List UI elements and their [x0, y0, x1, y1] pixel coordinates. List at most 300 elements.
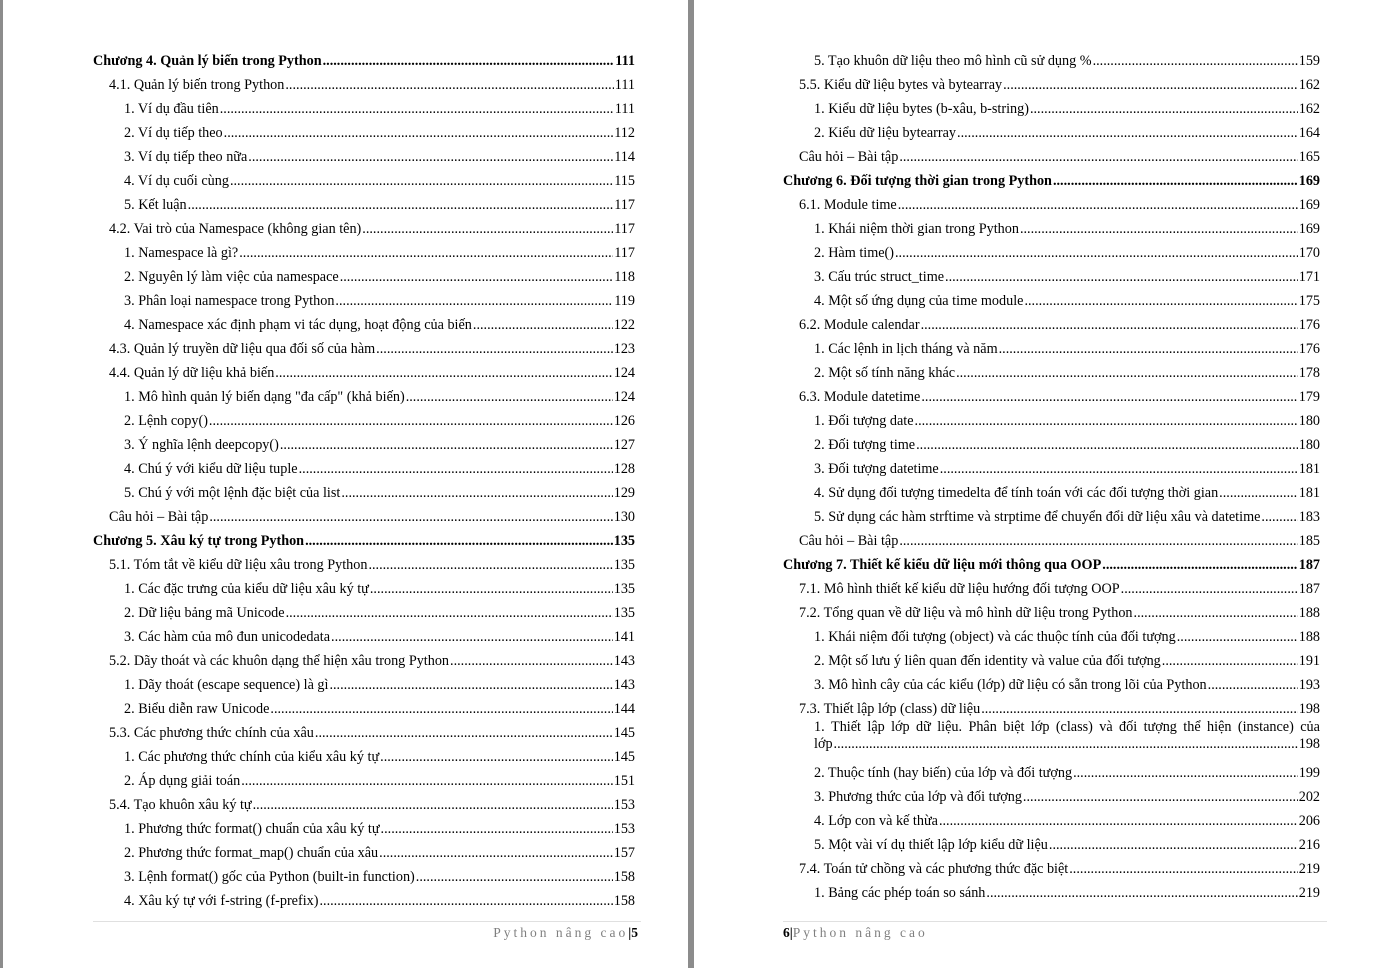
toc-entry-title: 4. Namespace xác định phạm vi tác dụng, hoạt động của biến: [124, 317, 472, 333]
toc-entry-page: 219: [1298, 861, 1320, 877]
toc-entry[interactable]: [93, 742, 635, 766]
toc-entry[interactable]: [93, 646, 635, 670]
toc-entry-title: Chương 5. Xâu ký tự trong Python: [93, 533, 305, 549]
toc-dot-leader: [1053, 172, 1298, 190]
toc-entry-title: 2. Kiểu dữ liệu bytearray: [814, 125, 957, 141]
toc-entry[interactable]: [93, 358, 635, 382]
toc-entry-page: 187: [1298, 557, 1320, 573]
toc-entry[interactable]: [783, 118, 1320, 142]
toc-entry-title: 2. Ví dụ tiếp theo: [124, 125, 223, 141]
footer-page-number: 6: [783, 925, 790, 940]
toc-entry[interactable]: [783, 622, 1320, 646]
toc-entry[interactable]: [93, 166, 635, 190]
toc-dot-leader: [1023, 788, 1298, 806]
toc-entry-word: biệt: [1003, 719, 1025, 735]
toc-entry-page: 111: [615, 53, 635, 69]
toc-entry[interactable]: [93, 622, 635, 646]
toc-dot-leader: [1121, 580, 1298, 598]
toc-entry[interactable]: [783, 358, 1320, 382]
toc-entry-title: 5.4. Tạo khuôn xâu ký tự: [109, 797, 252, 813]
toc-entry-title: 6.3. Module datetime: [799, 389, 921, 405]
toc-entry-word: dữ: [916, 719, 931, 735]
toc-entry-page: 111: [614, 101, 635, 117]
toc-entry-title: 7.4. Toán tử chồng và các phương thức đặc biệt: [799, 861, 1069, 877]
toc-entry-title: 3. Đối tượng datetime: [814, 461, 939, 477]
toc-chapter-entry[interactable]: [93, 526, 635, 550]
toc-dot-leader: [299, 460, 613, 478]
toc-entry-page: 180: [1298, 413, 1320, 429]
toc-entry-page: 188: [1298, 605, 1320, 621]
toc-entry[interactable]: [93, 598, 635, 622]
toc-entry-page: 123: [613, 341, 635, 357]
toc-dot-leader: [319, 892, 612, 910]
toc-entry-title: 4.4. Quản lý dữ liệu khả biến: [109, 365, 275, 381]
toc-dot-leader: [1102, 556, 1297, 574]
toc-entry-page: 111: [614, 77, 635, 93]
toc-dot-leader: [999, 340, 1298, 358]
toc-entry[interactable]: [783, 454, 1320, 478]
toc-dot-leader: [957, 124, 1298, 142]
toc-entry[interactable]: [783, 502, 1320, 526]
toc-dot-leader: [209, 508, 612, 526]
toc-entry[interactable]: [93, 502, 635, 526]
toc-entry-title: Chương 4. Quản lý biến trong Python: [93, 53, 322, 69]
toc-entry-page: 135: [613, 581, 635, 597]
toc-entry[interactable]: [93, 382, 635, 406]
toc-dot-leader: [270, 700, 612, 718]
toc-dot-leader: [1219, 484, 1298, 502]
toc-dot-leader: [335, 292, 613, 310]
toc-entry[interactable]: [93, 478, 635, 502]
toc-entry-page: 144: [613, 701, 635, 717]
toc-entry-word: lập: [867, 719, 885, 735]
toc-entry-title: 1. Mô hình quản lý biến dạng "đa cấp" (khả biến): [124, 389, 405, 405]
toc-entry-title: 2. Thuộc tính (hay biến) của lớp và đối tượng: [814, 765, 1073, 781]
toc-entry-page: 151: [613, 773, 635, 789]
toc-entry-title: 4.2. Vai trò của Namespace (không gian tên): [109, 221, 362, 237]
toc-entry[interactable]: [783, 782, 1320, 806]
toc-entry-title: 5. Chú ý với một lệnh đặc biệt của list: [124, 485, 341, 501]
toc-dot-leader: [1177, 628, 1298, 646]
toc-dot-leader: [1208, 676, 1298, 694]
toc-entry-title: 1. Các phương thức chính của kiểu xâu ký tự: [124, 749, 380, 765]
toc-entry-title: 2. Áp dụng giải toán: [124, 773, 241, 789]
toc-entry-title: Chương 7. Thiết kế kiểu dữ liệu mới thông qua OOP: [783, 557, 1102, 573]
toc-entry-page: 193: [1298, 677, 1320, 693]
toc-entry-title: 4. Ví dụ cuối cùng: [124, 173, 229, 189]
toc-entry-page: 159: [1298, 53, 1320, 69]
toc-dot-leader: [253, 796, 613, 814]
toc-entry-word: liệu.: [937, 719, 963, 735]
toc-entry-page: 178: [1298, 365, 1320, 381]
toc-entry[interactable]: [783, 694, 1320, 718]
toc-entry-page: 129: [613, 485, 635, 501]
toc-entry-title: 2. Lệnh copy(): [124, 413, 208, 429]
toc-entry-page: 169: [1298, 197, 1320, 213]
toc-entry[interactable]: [93, 190, 635, 214]
toc-entry[interactable]: [93, 454, 635, 478]
toc-entry-page: 117: [614, 245, 635, 261]
toc-entry[interactable]: [93, 238, 635, 262]
toc-entry-page: 169: [1298, 221, 1320, 237]
toc-dot-leader: [915, 412, 1298, 430]
toc-entry-title: 2. Một số lưu ý liên quan đến identity và value của đối tượng: [814, 653, 1161, 669]
toc-entry[interactable]: [783, 406, 1320, 430]
toc-dot-leader: [329, 676, 612, 694]
toc-dot-leader: [981, 700, 1298, 718]
toc-entry-word: hiện: [1207, 719, 1232, 735]
toc-dot-leader: [1020, 220, 1298, 238]
toc-dot-leader: [241, 772, 612, 790]
toc-entry-title: 1. Ví dụ đầu tiên: [124, 101, 219, 117]
toc-dot-leader: [1069, 860, 1297, 878]
toc-dot-leader: [921, 316, 1298, 334]
toc-entry-title: 1. Phương thức format() chuẩn của xâu ký tự: [124, 821, 380, 837]
toc-entry[interactable]: [783, 310, 1320, 334]
toc-entry-page: 135: [613, 557, 635, 573]
toc-entry-page: 183: [1298, 509, 1320, 525]
toc-entry-word: 1.: [814, 719, 825, 735]
toc-entry-page: 202: [1298, 789, 1320, 805]
toc-dot-leader: [362, 220, 613, 238]
toc-entry-page: 157: [613, 845, 635, 861]
toc-entry[interactable]: [783, 854, 1320, 878]
toc-entry-page: 176: [1298, 317, 1320, 333]
toc-entry-page: 118: [614, 269, 635, 285]
toc-entry-title: 4. Một số ứng dụng của time module: [814, 293, 1024, 309]
toc-entry-page: 176: [1298, 341, 1320, 357]
toc-dot-leader: [1134, 604, 1298, 622]
toc-entry-page: 198: [1298, 701, 1320, 717]
toc-dot-leader: [376, 340, 613, 358]
toc-entry-page: 114: [614, 149, 635, 165]
toc-entry-page: 117: [614, 197, 635, 213]
toc-entry[interactable]: [783, 430, 1320, 454]
toc-dot-leader: [939, 812, 1298, 830]
toc-entry[interactable]: [93, 286, 635, 310]
toc-entry-page: 187: [1298, 581, 1320, 597]
toc-entry[interactable]: [783, 262, 1320, 286]
toc-entry-page: 124: [613, 389, 635, 405]
toc-dot-leader: [940, 460, 1298, 478]
toc-entry-word: Thiết: [831, 719, 861, 735]
toc-entry-page: 112: [614, 125, 635, 141]
toc-entry-title: 5.3. Các phương thức chính của xâu: [109, 725, 314, 741]
toc-entry-word: thể: [1183, 719, 1201, 735]
toc-list: [783, 46, 1320, 902]
toc-entry-title: 7.2. Tổng quan về dữ liệu và mô hình dữ liệu trong Python: [799, 605, 1133, 621]
toc-dot-leader: [898, 196, 1298, 214]
toc-entry-page: 219: [1298, 885, 1320, 901]
toc-dot-leader: [305, 532, 613, 550]
toc-entry-title: 4. Sử dụng đối tượng timedelta để tính toán với các đối tượng thời gian: [814, 485, 1219, 501]
toc-entry-page: 145: [613, 749, 635, 765]
toc-entry[interactable]: [783, 238, 1320, 262]
toc-entry-word: (instance): [1237, 719, 1294, 735]
toc-dot-leader: [1030, 100, 1298, 118]
toc-entry-title: 4. Lớp con và kế thừa: [814, 813, 938, 829]
toc-entry-title: 1. Khái niệm đối tượng (object) và các thuộc tính của đối tượng: [814, 629, 1176, 645]
toc-entry-page: 135: [613, 533, 635, 549]
toc-dot-leader: [331, 628, 613, 646]
toc-entry-title: 5.1. Tóm tắt về kiểu dữ liệu xâu trong Python: [109, 557, 368, 573]
toc-chapter-entry[interactable]: [783, 550, 1320, 574]
toc-entry[interactable]: [93, 334, 635, 358]
toc-dot-leader: [341, 484, 612, 502]
toc-entry[interactable]: [93, 430, 635, 454]
toc-dot-leader: [1073, 764, 1298, 782]
toc-entry-title: 5.2. Dãy thoát và các khuôn dạng thể hiện xâu trong Python: [109, 653, 450, 669]
toc-dot-leader: [286, 604, 613, 622]
toc-entry-title: Câu hỏi – Bài tập: [109, 509, 209, 525]
page-footer: [493, 925, 638, 941]
toc-entry[interactable]: [783, 382, 1320, 406]
toc-entry-page: 141: [613, 629, 635, 645]
toc-dot-leader: [381, 820, 613, 838]
toc-entry[interactable]: [93, 766, 635, 790]
toc-entry[interactable]: [783, 878, 1320, 902]
toc-entry-title: 4.3. Quản lý truyền dữ liệu qua đối số của hàm: [109, 341, 376, 357]
toc-entry-title: 1. Bảng các phép toán so sánh: [814, 885, 986, 901]
toc-entry[interactable]: [783, 718, 1320, 758]
toc-chapter-entry[interactable]: [783, 166, 1320, 190]
toc-entry-title: 2. Hàm time(): [814, 245, 894, 261]
footer-separator: |: [628, 925, 632, 940]
footer-separator: |: [789, 925, 793, 940]
toc-entry[interactable]: [783, 830, 1320, 854]
toc-dot-leader: [248, 148, 613, 166]
toc-dot-leader: [224, 124, 614, 142]
toc-dot-leader: [380, 748, 613, 766]
toc-dot-leader: [986, 884, 1297, 902]
toc-entry[interactable]: [783, 214, 1320, 238]
toc-dot-leader: [230, 172, 613, 190]
toc-entry-page: 128: [613, 461, 635, 477]
toc-entry-title: 6.1. Module time: [799, 197, 897, 213]
toc-dot-leader: [1162, 652, 1298, 670]
toc-entry-title: 5. Kết luận: [124, 197, 187, 213]
toc-entry[interactable]: [783, 190, 1320, 214]
toc-entry-page: 119: [614, 293, 635, 309]
toc-entry-title: 5. Sử dụng các hàm strftime và strptime để chuyển đổi dữ liệu xâu và datetime: [814, 509, 1261, 525]
toc-entry-page: 164: [1298, 125, 1320, 141]
toc-entry-title: 3. Lệnh format() gốc của Python (built-in function): [124, 869, 415, 885]
toc-dot-leader: [899, 148, 1297, 166]
toc-entry-title: 2. Nguyên lý làm việc của namespace: [124, 269, 339, 285]
footer-divider: [783, 921, 1327, 922]
toc-entry-title: Chương 6. Đối tượng thời gian trong Python: [783, 173, 1052, 189]
toc-entry-word: và: [1099, 719, 1113, 735]
toc-dot-leader: [315, 724, 613, 742]
toc-entry[interactable]: [93, 214, 635, 238]
toc-entry-page: 185: [1298, 533, 1320, 549]
toc-entry-title: 5. Một vài ví dụ thiết lập lớp kiểu dữ liệu: [814, 837, 1048, 853]
toc-entry-page: 165: [1298, 149, 1320, 165]
toc-entry-title: 3. Phương thức của lớp và đối tượng: [814, 789, 1022, 805]
toc-entry-title: 2. Biểu diễn raw Unicode: [124, 701, 270, 717]
toc-dot-leader: [370, 580, 613, 598]
toc-entry[interactable]: [783, 574, 1320, 598]
toc-dot-leader: [340, 268, 614, 286]
footer-divider: [93, 921, 641, 922]
toc-entry[interactable]: [93, 814, 635, 838]
toc-entry-page: 175: [1298, 293, 1320, 309]
toc-entry-page: 171: [1298, 269, 1320, 285]
toc-entry-page: 130: [613, 509, 635, 525]
toc-entry[interactable]: [93, 718, 635, 742]
toc-dot-leader: [945, 268, 1298, 286]
toc-dot-leader: [956, 364, 1298, 382]
toc-dot-leader: [450, 652, 613, 670]
toc-entry[interactable]: [93, 550, 635, 574]
toc-entry-page: 117: [614, 221, 635, 237]
toc-entry[interactable]: [783, 806, 1320, 830]
toc-entry-word: Phân: [968, 719, 997, 735]
toc-entry-page: 153: [613, 821, 635, 837]
toc-entry-title: 3. Các hàm của mô đun unicodedata: [124, 629, 331, 645]
footer-title: Python nâng cao: [792, 925, 928, 940]
toc-entry[interactable]: [93, 262, 635, 286]
toc-entry-title-cont: lớp: [814, 736, 833, 752]
toc-entry-page: 158: [613, 869, 635, 885]
toc-dot-leader: [406, 388, 613, 406]
toc-entry[interactable]: [783, 758, 1320, 782]
toc-entry-title: 1. Khái niệm thời gian trong Python: [814, 221, 1019, 237]
toc-entry-title: 4.1. Quản lý biến trong Python: [109, 77, 285, 93]
toc-entry-page: 135: [613, 605, 635, 621]
toc-entry-page: 115: [614, 173, 635, 189]
toc-entry[interactable]: [783, 70, 1320, 94]
toc-dot-leader: [1261, 508, 1297, 526]
toc-entry-page: 188: [1298, 629, 1320, 645]
toc-entry-title: 3. Mô hình cây của các kiểu (lớp) dữ liệu có sẵn trong lõi của Python: [814, 677, 1207, 693]
toc-entry[interactable]: [93, 310, 635, 334]
toc-dot-leader: [416, 868, 613, 886]
toc-entry-title: 2. Đối tượng time: [814, 437, 916, 453]
toc-entry[interactable]: [783, 142, 1320, 166]
toc-entry[interactable]: [783, 286, 1320, 310]
toc-entry-word: (class): [1055, 719, 1093, 735]
toc-page-right: [694, 0, 1376, 968]
toc-list: [93, 46, 635, 910]
toc-entry-word: tượng: [1143, 719, 1177, 735]
toc-entry[interactable]: [783, 526, 1320, 550]
toc-entry-page: 145: [613, 725, 635, 741]
toc-entry-title: 2. Dữ liệu bảng mã Unicode: [124, 605, 285, 621]
toc-entry[interactable]: [783, 478, 1320, 502]
toc-entry-page: 143: [613, 677, 635, 693]
toc-dot-leader: [239, 244, 613, 262]
toc-entry-title: 7.3. Thiết lập lớp (class) dữ liệu: [799, 701, 981, 717]
page-footer: [783, 925, 928, 941]
toc-entry-title: 1. Namespace là gì?: [124, 245, 239, 261]
toc-dot-leader: [1093, 52, 1298, 70]
toc-entry-word: của: [1300, 719, 1320, 735]
toc-entry[interactable]: [93, 118, 635, 142]
toc-entry[interactable]: [93, 886, 635, 910]
toc-entry-page: 143: [613, 653, 635, 669]
toc-entry-title: 6.2. Module calendar: [799, 317, 920, 333]
toc-entry-title: 1. Đối tượng date: [814, 413, 914, 429]
toc-entry-page: 181: [1298, 461, 1320, 477]
toc-dot-leader: [209, 412, 613, 430]
toc-entry[interactable]: [93, 670, 635, 694]
toc-entry-page: 153: [613, 797, 635, 813]
toc-entry-title: 3. Ý nghĩa lệnh deepcopy(): [124, 437, 279, 453]
toc-entry[interactable]: [783, 46, 1320, 70]
toc-entry-title: 5.5. Kiểu dữ liệu bytes và bytearray: [799, 77, 1003, 93]
toc-entry-page: 126: [613, 413, 635, 429]
toc-entry[interactable]: [93, 838, 635, 862]
toc-entry-title: 5. Tạo khuôn dữ liệu theo mô hình cũ sử dụng %: [814, 53, 1092, 69]
toc-dot-leader: [280, 436, 613, 454]
toc-entry-title: 3. Ví dụ tiếp theo nữa: [124, 149, 248, 165]
toc-chapter-entry[interactable]: [93, 46, 635, 70]
toc-entry-page: 199: [1298, 765, 1320, 781]
toc-entry[interactable]: [93, 862, 635, 886]
toc-entry[interactable]: [783, 334, 1320, 358]
toc-entry[interactable]: [93, 406, 635, 430]
footer-title: Python nâng cao: [493, 925, 629, 940]
toc-entry[interactable]: [783, 598, 1320, 622]
toc-entry[interactable]: [93, 94, 635, 118]
toc-dot-leader: [285, 76, 613, 94]
toc-dot-leader: [275, 364, 612, 382]
toc-entry-page: 170: [1298, 245, 1320, 261]
toc-entry-word: đối: [1119, 719, 1138, 735]
toc-entry-page: 162: [1298, 101, 1320, 117]
toc-entry-title: [814, 718, 1320, 736]
toc-entry[interactable]: [93, 142, 635, 166]
toc-entry-page: 180: [1298, 437, 1320, 453]
toc-entry-title: 4. Xâu ký tự với f-string (f-prefix): [124, 893, 319, 909]
toc-dot-leader: [916, 436, 1298, 454]
toc-entry[interactable]: [93, 574, 635, 598]
toc-entry-page: 158: [613, 893, 635, 909]
toc-dot-leader: [368, 556, 612, 574]
toc-entry-title: 7.1. Mô hình thiết kế kiểu dữ liệu hướng đối tượng OOP: [799, 581, 1120, 597]
toc-page-left: [3, 0, 688, 968]
toc-dot-leader: [1003, 76, 1298, 94]
toc-entry-title: Câu hỏi – Bài tập: [799, 149, 899, 165]
toc-dot-leader: [899, 532, 1297, 550]
toc-entry[interactable]: [783, 94, 1320, 118]
toc-entry-page: 124: [613, 365, 635, 381]
toc-entry[interactable]: [783, 670, 1320, 694]
toc-entry-page: 216: [1298, 837, 1320, 853]
toc-entry[interactable]: [93, 70, 635, 94]
toc-entry-title: 2. Phương thức format_map() chuẩn của xâu: [124, 845, 379, 861]
toc-dot-leader: [323, 52, 615, 70]
toc-entry-title: 3. Phân loại namespace trong Python: [124, 293, 335, 309]
toc-entry-title: 1. Dãy thoát (escape sequence) là gì: [124, 677, 329, 693]
toc-entry-title: 1. Các đặc trưng của kiểu dữ liệu xâu ký tự: [124, 581, 369, 597]
toc-entry-page: 169: [1298, 173, 1320, 189]
toc-dot-leader: [834, 736, 1298, 752]
toc-entry[interactable]: [93, 790, 635, 814]
toc-entry-title: 1. Kiểu dữ liệu bytes (b-xâu, b-string): [814, 101, 1029, 117]
toc-dot-leader: [895, 244, 1298, 262]
toc-entry-title: 2. Một số tính năng khác: [814, 365, 956, 381]
toc-entry-page: 127: [613, 437, 635, 453]
toc-entry[interactable]: [93, 694, 635, 718]
toc-dot-leader: [1024, 292, 1297, 310]
toc-entry-page: 122: [613, 317, 635, 333]
toc-dot-leader: [921, 388, 1297, 406]
toc-dot-leader: [379, 844, 613, 862]
toc-entry[interactable]: [783, 646, 1320, 670]
toc-entry-title: Câu hỏi – Bài tập: [799, 533, 899, 549]
